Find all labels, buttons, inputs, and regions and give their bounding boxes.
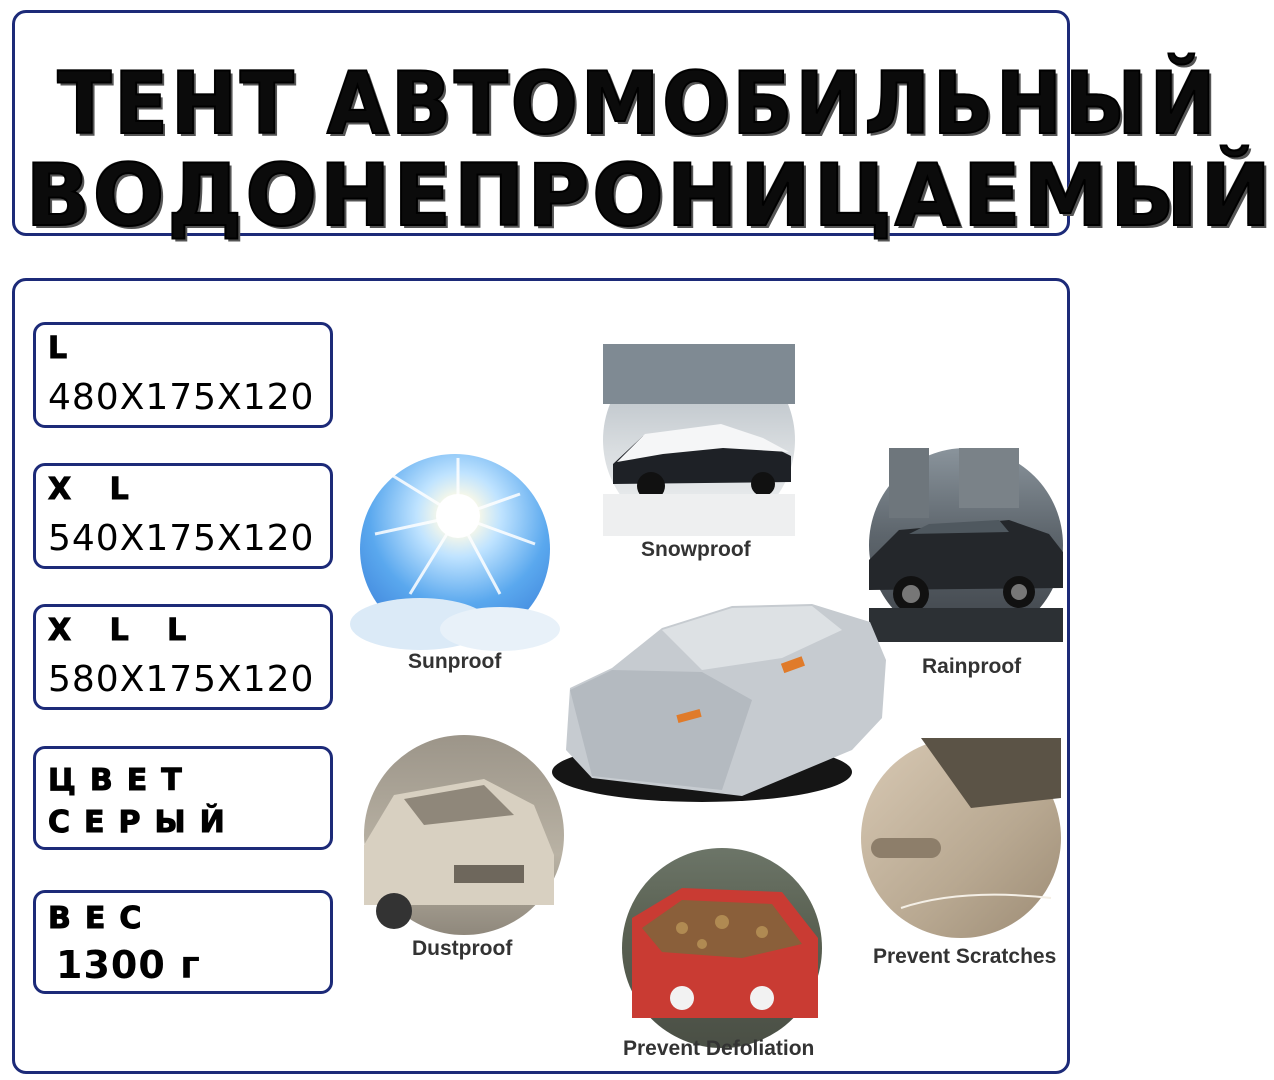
weight-label: ВЕС — [48, 901, 156, 936]
rain-car-icon — [869, 448, 1063, 642]
weight-box — [33, 890, 333, 994]
snowproof-caption: Snowproof — [641, 538, 751, 561]
car-cover-image — [552, 600, 888, 810]
dust-car-icon — [364, 735, 564, 935]
dustproof-caption: Dustproof — [412, 937, 513, 960]
weight-value: 1300 г — [56, 943, 201, 987]
covered-car-icon — [552, 600, 888, 810]
title-line-1: ТЕНТ АВТОМОБИЛЬНЫЙ — [57, 54, 1219, 154]
size-label: L — [48, 331, 82, 366]
size-dimensions: 580X175X120 — [48, 659, 315, 700]
scratches-caption: Prevent Scratches — [873, 945, 1057, 968]
leaves-car-icon — [622, 848, 822, 1048]
color-label: ЦВЕТ — [48, 763, 196, 798]
snowproof-photo — [603, 344, 795, 536]
sunproof-caption: Sunproof — [408, 650, 502, 673]
title-banner — [12, 10, 1274, 246]
defoliation-photo — [622, 848, 822, 1048]
size-dimensions: 540X175X120 — [48, 518, 315, 559]
title-line-2: ВОДОНЕПРОНИЦАЕМЫЙ — [25, 146, 1274, 246]
sun-icon — [360, 454, 550, 644]
color-box — [33, 746, 333, 850]
rainproof-caption: Rainproof — [922, 655, 1022, 678]
sunproof-photo — [360, 454, 550, 644]
color-value: СЕРЫЙ — [48, 805, 239, 840]
size-label: X L L — [48, 613, 201, 648]
dustproof-photo — [364, 735, 564, 935]
rainproof-photo — [869, 448, 1063, 642]
door-handle-icon — [861, 738, 1061, 938]
size-xl-box — [33, 463, 333, 569]
size-dimensions: 480X175X120 — [48, 377, 315, 418]
scratches-photo — [861, 738, 1061, 938]
size-l-box — [33, 322, 333, 428]
snow-car-icon — [603, 344, 795, 536]
defoliation-caption: Prevent Defoliation — [623, 1037, 815, 1060]
size-xll-box — [33, 604, 333, 710]
size-label: X L — [48, 472, 143, 507]
